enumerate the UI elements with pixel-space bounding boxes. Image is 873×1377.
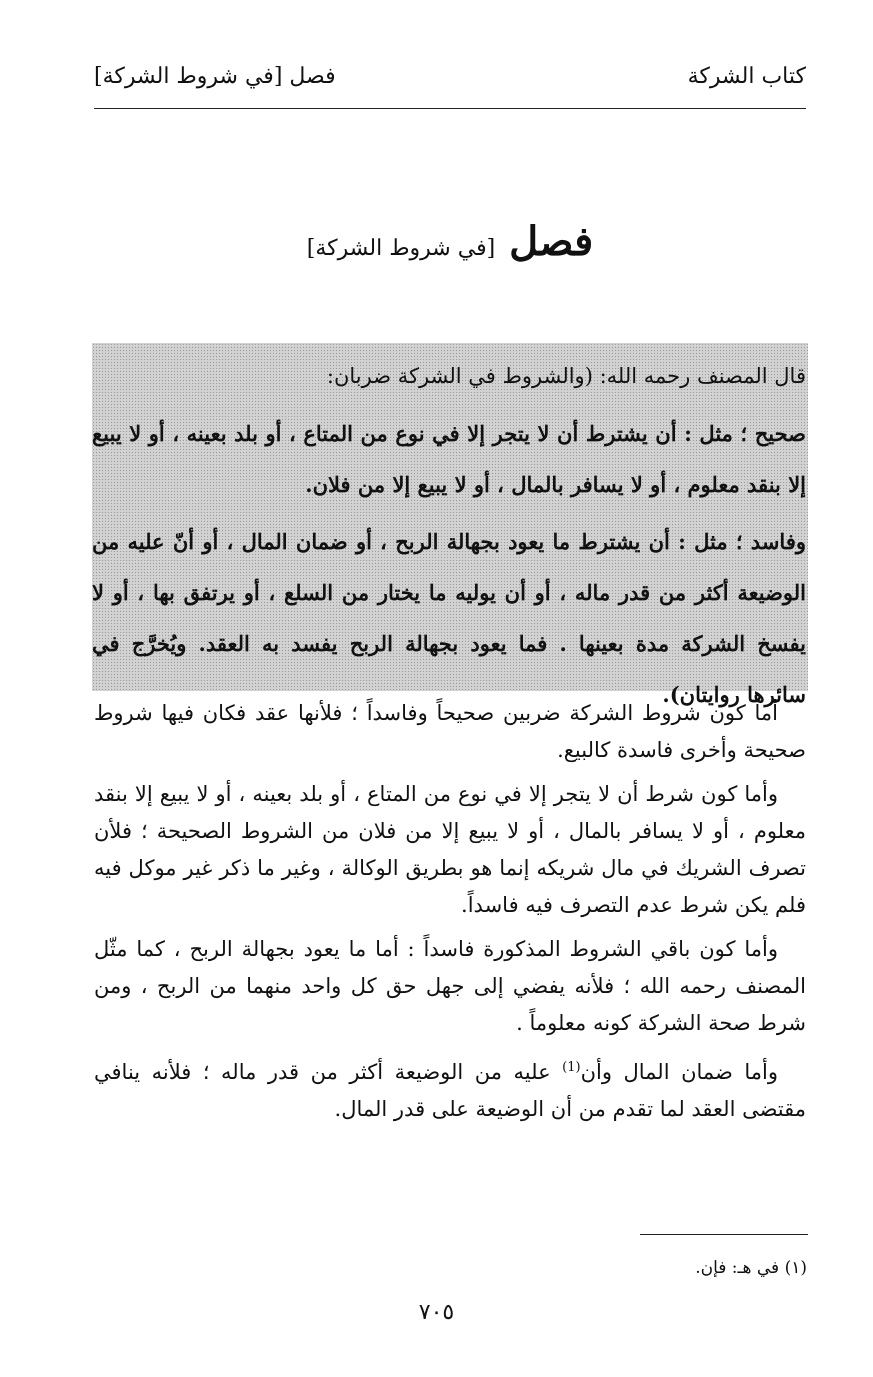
chapter-title-main: فصل <box>509 218 594 265</box>
commentary-paragraph: أما كون شروط الشركة ضربين صحيحاً وفاسداً ؛ فلأنها عقد فكان فيها شروط صحيحة وأخرى فاسدة كالبيع. <box>94 701 806 762</box>
header-section-title: فصل [في شروط الشركة] <box>94 64 336 89</box>
running-header <box>94 58 806 109</box>
footnote-divider <box>640 1234 808 1235</box>
chapter-title-bracketed: [في شروط الشركة] <box>306 236 496 261</box>
matn-paragraph: صحيح ؛ مثل : أن يشترط أن لا يتجر إلا في نوع من المتاع ، أو بلد بعينه ، أو لا يبيع إلا بنقد معلوم ، أو لا يسافر بالمال ، أو لا يبيع إلا من فلان. <box>92 421 806 497</box>
matn-intro: قال المصنف رحمه الله: (والشروط في الشركة ضربان: <box>326 364 806 388</box>
chapter-title <box>94 212 806 279</box>
footnote-reference: (1) <box>562 1060 581 1075</box>
commentary-text <box>94 695 806 1135</box>
footnote: (١) في هـ: فإن. <box>695 1258 807 1278</box>
commentary-text-segment: وأما ضمان المال وأن <box>580 1060 779 1084</box>
page-number: ٧٠٥ <box>418 1300 455 1325</box>
commentary-paragraph: وأما كون شرط أن لا يتجر إلا في نوع من المتاع ، أو بلد بعينه ، أو لا يبيع إلا بنقد معلوم ، أو لا يسافر بالمال ، أو لا يبيع إلا من فلان من الشروط الصحيحة ؛ فلأن تصرف الشريك في مال شريكه إنما هو بطريق الوكالة ، وغير ما ذكر غير موكل فيه فلم يكن شرط عدم التصرف فيه فاسداً. <box>94 782 806 917</box>
commentary-paragraph: وأما كون باقي الشروط المذكورة فاسداً : أما ما يعود بجهالة الربح ، كما مثّل المصنف رحمه الله ؛ فلأنه يفضي إلى جهل حق كل واحد منهما من الربح ، ومن شرط صحة الشركة كونه معلوماً . <box>94 937 806 1035</box>
header-book-title: كتاب الشركة <box>687 64 806 89</box>
commentary-paragraph <box>94 1049 806 1128</box>
commentary-text-segment: عليه من الوضيعة أكثر من قدر ماله ؛ فلأنه ينافي مقتضى العقد لما تقدم من أن الوضيعة على قدر المال. <box>94 1060 806 1121</box>
matn-paragraph: وفاسد ؛ مثل : أن يشترط ما يعود بجهالة الربح ، أو ضمان المال ، أو أنّ عليه من الوضيعة أكثر من قدر ماله ، أو أن يوليه ما يختار من السلع ، أو يرتفق بها ، أو لا يفسخ الشركة مدة بعينها . فما يعود بجهالة الربح يفسد به العقد. ويُخرَّج في سائرها روايتان). <box>92 529 806 707</box>
matn-highlighted-block <box>92 343 808 707</box>
